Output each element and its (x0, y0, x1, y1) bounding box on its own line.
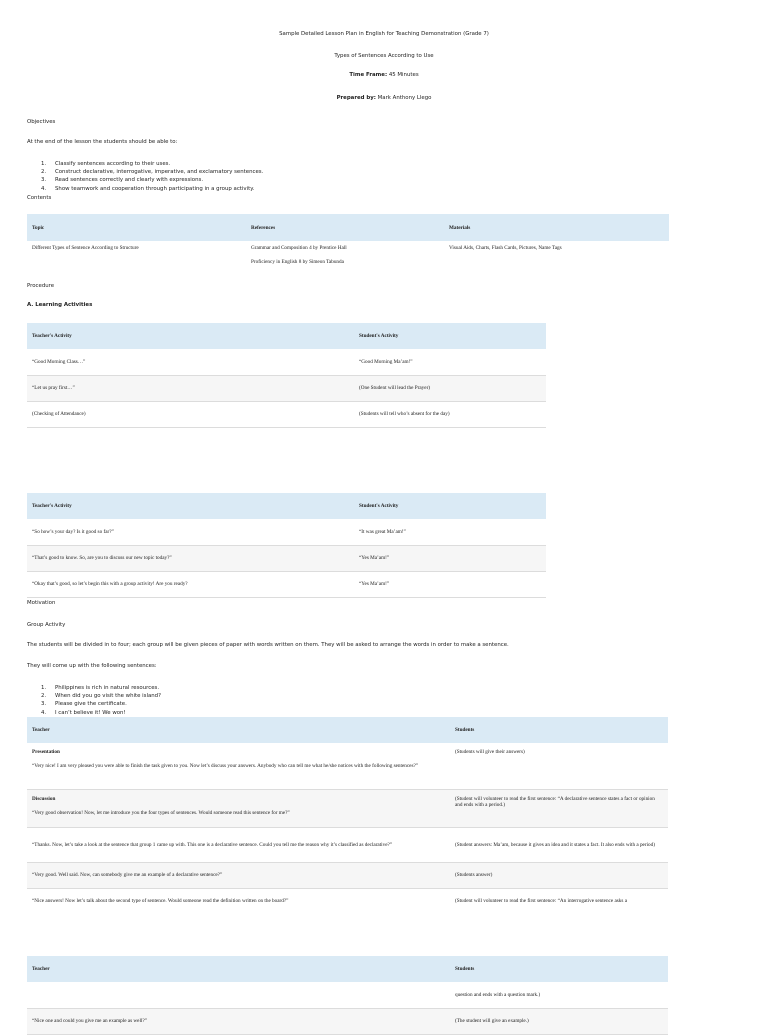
teacher-cell (27, 743, 450, 789)
student-cell: (One Student will lead the Prayer) (354, 375, 546, 401)
teacher-cell: “Very good. Well said. Now, can somebody give me an example of a declarative sentence?” (27, 862, 450, 888)
list-item: 2. When did you go visit the white island? (41, 693, 161, 700)
list-item: 1. Philippines is rich in natural resources. (41, 685, 160, 691)
column-header: Teacher's Activity (27, 323, 354, 349)
teacher-cell: “Okay that’s good, so let’s begin this with a group activity! Are you ready? (27, 571, 354, 597)
student-cell: question and ends with a question mark.) (450, 982, 668, 1008)
motivation-heading: Motivation (27, 600, 56, 606)
table-row (27, 862, 668, 888)
column-header: Students (450, 956, 668, 982)
teacher-cell (27, 789, 450, 827)
presentation-text: “Very nice! I am very pleased you were able to finish the task given to you. Now let’s discuss your answers. Anybody who can tell me what he/she notices with the following sentences?” (32, 763, 419, 769)
student-cell: “Good Morning Ma’am!” (354, 349, 546, 375)
column-header: Teacher (27, 717, 450, 743)
sentences-list (41, 684, 161, 717)
teacher-cell (27, 982, 450, 1008)
reference-item: Grammar and Composition 4 by Prentice Hall (251, 245, 347, 251)
teacher-cell: “Thanks. Now, let’s take a look at the sentence that group 1 came up with. This one is a declarative sentence. Could you tell me the reason why it’s classified as declarative?” (27, 827, 450, 862)
objectives-list (41, 160, 263, 193)
student-cell: (Student will volunteer to read the first sentence: “An interrogative sentence asks a (455, 898, 627, 905)
group-activity-description: The students will be divided in to four; each group will be given pieces of paper with words written on them. They will be asked to arrange the words in order to make a sentence. (27, 642, 509, 648)
teacher-cell: “So how’s your day? Is it good so far?” (27, 519, 354, 545)
teacher-students-table (27, 717, 668, 914)
table-row (27, 545, 546, 571)
document-subtitle: Types of Sentences According to Use (334, 53, 434, 59)
list-item: 2. Construct declarative, interrogative, imperative, and exclamatory sentences. (41, 169, 264, 176)
references-cell (246, 241, 444, 271)
table-row (27, 888, 668, 914)
teacher-cell: “That’s good to know. So, are you to discuss our new topic today?” (27, 545, 354, 571)
contents-table (27, 214, 669, 271)
student-cell: “It was great Ma’am!” (354, 519, 546, 545)
table-row (27, 401, 546, 427)
time-frame (0, 72, 768, 78)
column-header: Student's Activity (354, 323, 546, 349)
topic-cell: Different Types of Sentence According to Structure (32, 245, 139, 251)
column-header: References (246, 214, 444, 241)
presentation-label: Presentation (32, 749, 60, 755)
procedure-heading: Procedure (27, 283, 55, 289)
student-cell: (Student will volunteer to read the first sentence: “A declarative sentence states a fact or opinion and ends with a period.) (450, 789, 668, 827)
activities-table-2 (27, 493, 546, 598)
student-cell: (The student will give an example.) (450, 1008, 668, 1034)
discussion-text: “Very good observation! Now, let me introduce you the four types of sentences. Would someone read this sentence for me?” (32, 809, 290, 816)
objectives-intro: At the end of the lesson the students should be able to: (27, 139, 178, 145)
document-title: Sample Detailed Lesson Plan in English for Teaching Demonstration (Grade 7) (279, 31, 489, 37)
table-row (27, 827, 668, 862)
column-header: Materials (444, 214, 669, 241)
student-cell: (Students answer) (450, 862, 668, 888)
time-frame-label: Time Frame: (349, 72, 388, 78)
activities-table-1 (27, 323, 546, 428)
time-frame-value: 45 Minutes (388, 72, 419, 78)
student-cell: “Yes Ma’am!” (354, 545, 546, 571)
list-item: 4. Show teamwork and cooperation through participating in a group activity. (41, 185, 255, 192)
contents-heading: Contents (27, 195, 52, 201)
column-header: Teacher's Activity (27, 493, 354, 519)
table-row (27, 519, 546, 545)
list-item: 4. I can’t believe it! We won! (41, 709, 126, 716)
table-row (27, 743, 668, 789)
list-item: 1. Classify sentences according to their uses. (41, 161, 171, 167)
section-a-heading: A. Learning Activities (27, 302, 93, 308)
teacher-cell: “Let us pray first…” (27, 375, 354, 401)
group-activity-heading: Group Activity (27, 622, 66, 628)
prepared-by (0, 95, 768, 101)
teacher-cell: “Good Morning Class…” (27, 349, 354, 375)
student-cell: (Students will give their answers) (450, 743, 668, 789)
teacher-cell: “Nice answers! Now let’s talk about the second type of sentence. Would someone read the definition written on the board?” (32, 898, 289, 905)
teacher-students-table-continued (27, 956, 668, 1035)
discussion-label: Discussion (32, 795, 56, 802)
table-row (27, 349, 546, 375)
student-cell: “Yes Ma’am!” (354, 571, 546, 597)
column-header: Student's Activity (354, 493, 546, 519)
table-row (27, 1008, 668, 1034)
table-row (27, 982, 668, 1008)
column-header: Teacher (27, 956, 450, 982)
student-cell: (Students will tell who’s absent for the day) (354, 401, 546, 427)
table-row (27, 789, 668, 827)
prepared-by-label: Prepared by: (336, 95, 376, 101)
teacher-cell: (Checking of Attendance) (27, 401, 354, 427)
prepared-by-value: Mark Anthony Llego (377, 95, 432, 101)
table-row (27, 571, 546, 597)
column-header: Students (450, 717, 668, 743)
sentences-intro: They will come up with the following sentences: (27, 663, 157, 669)
column-header: Topic (27, 214, 246, 241)
table-row (27, 375, 546, 401)
list-item: 3. Read sentences correctly and clearly with expressions. (41, 177, 204, 184)
list-item: 3. Please give the certificate. (41, 701, 127, 708)
objectives-heading: Objectives (27, 119, 56, 125)
materials-cell: Visual Aids, Charts, Flash Cards, Pictures, Name Tags (449, 245, 562, 251)
reference-item: Proficiency in English 8 by Simeon Tabunda (251, 259, 344, 265)
teacher-cell: “Nice one and could you give me an example as well?” (27, 1008, 450, 1034)
student-cell: (Student answers: Ma’am, because it gives an idea and it states a fact. It also ends with a period) (450, 827, 668, 862)
